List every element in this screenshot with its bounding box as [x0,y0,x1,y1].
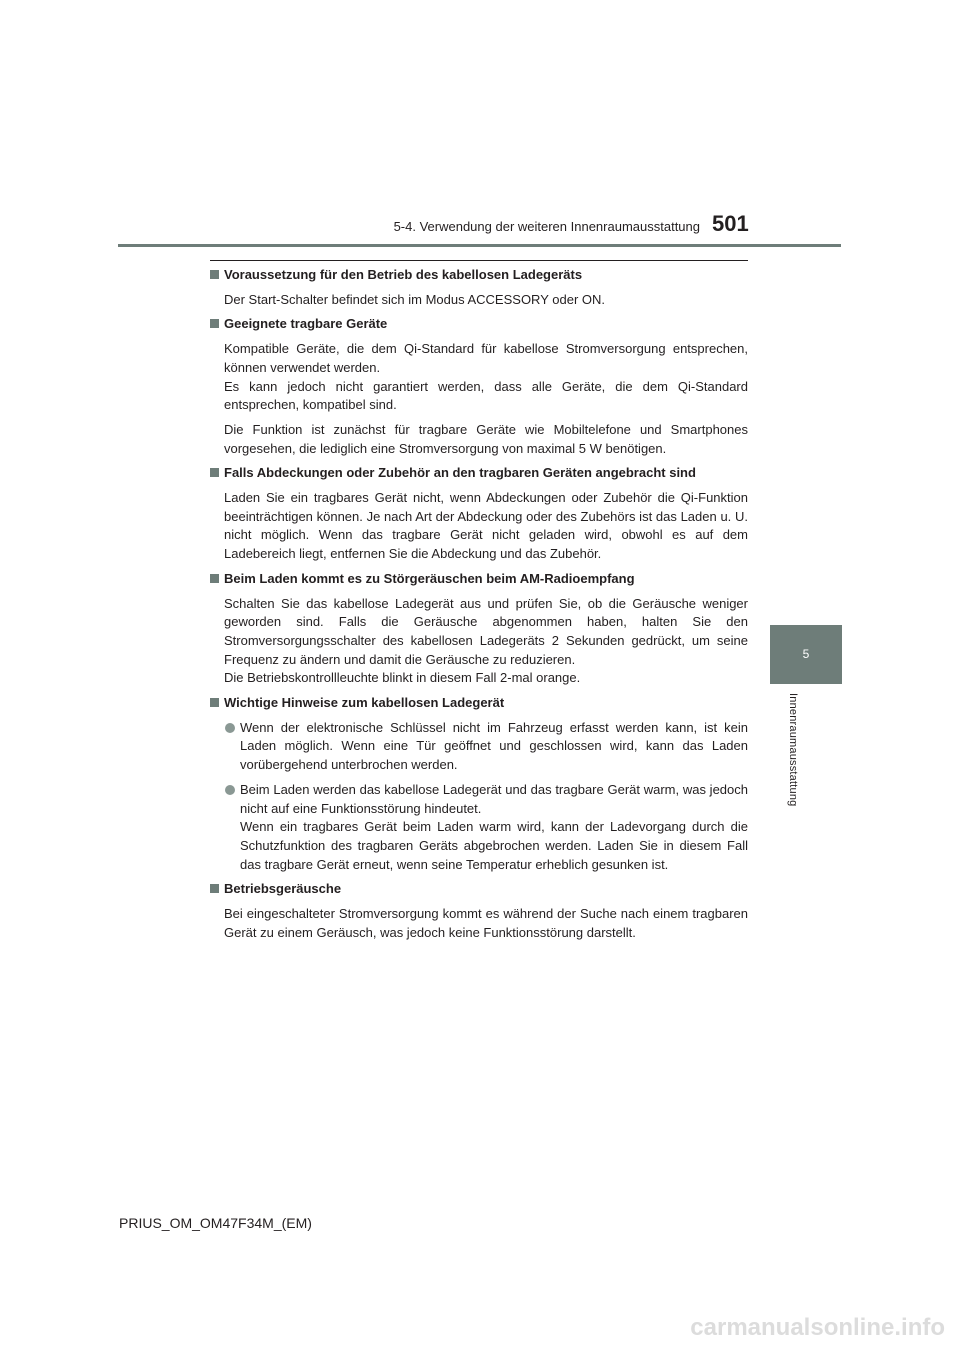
section-title: Falls Abdeckungen oder Zubehör an den tragbaren Geräten angebracht sind [224,465,696,481]
content-rule [210,260,748,261]
section-important-notes [210,694,748,874]
section-title: Geeignete tragbare Geräte [224,316,388,332]
page-number: 501 [712,211,749,236]
chapter-title: Innenraumausstattung [787,693,799,807]
section-title: Wichtige Hinweise zum kabellosen Ladegerät [224,695,505,711]
paragraph: Die Funktion ist zunächst für tragbare Geräte wie Mobiltelefone und Smartphones vorgesehen, die lediglich eine Stromversorgung von maximal 5 W benötigen. [224,421,748,456]
section-title: Voraussetzung für den Betrieb des kabellosen Ladegeräts [224,267,583,282]
chapter-number: 5 [802,647,810,661]
section-compatible-devices [210,315,748,458]
section-covers-accessories [210,464,748,564]
section-title: Beim Laden kommt es zu Störgeräuschen beim AM-Radioempfang [224,570,635,586]
circle-bullet-icon [225,785,235,795]
square-bullet-icon [210,270,219,279]
square-bullet-icon [210,319,219,328]
section-prerequisite [210,266,748,309]
footer-doc-code: PRIUS_OM_OM47F34M_(EM) [119,1215,312,1231]
paragraph: Der Start-Schalter befindet sich im Modus ACCESSORY oder ON. [224,291,606,307]
chapter-tab [770,625,842,684]
paragraph: Laden Sie ein tragbares Gerät nicht, wenn Abdeckungen oder Zubehör die Qi-Funktion beeinträchtigen können. Je nach Art der Abdeckung oder des Zubehörs ist das Laden u. U. nicht möglich. Wenn das tragbare Gerät nicht geladen wird, obwohl es auf dem Ladebereich liegt, entfernen Sie die Abdeckung und das Zubehör. [224,490,748,562]
square-bullet-icon [210,574,219,583]
square-bullet-icon [210,468,219,477]
square-bullet-icon [210,698,219,707]
header-section-title: 5-4. Verwendung der weiteren Innenraumausstattung [393,219,700,234]
section-am-radio-noise [210,570,748,688]
section-operating-noise [210,880,748,942]
main-content [210,266,748,949]
watermark: carmanualsonline.info [690,1314,945,1341]
section-title: Betriebsgeräusche [224,881,342,897]
paragraph: Kompatible Geräte, die dem Qi-Standard für kabellose Stromversorgung entsprechen, können verwendet werden. Es kann jedoch nicht garantiert werden, dass alle Geräte, die dem Qi-Standard entsprechen, kompatibel sind. [224,341,748,413]
circle-bullet-icon [225,723,235,733]
paragraph: Bei eingeschalteter Stromversorgung kommt es während der Suche nach einem tragbaren Gerät zu einem Geräusch, was jedoch keine Funktionsstörung darstellt. [224,906,748,940]
header-rule [118,244,841,247]
paragraph: Schalten Sie das kabellose Ladegerät aus und prüfen Sie, ob die Geräusche weniger geworden sind. Falls die Geräusche abgenommen haben, halten Sie den Stromversorgungsschalter des kabellosen Ladegeräts 2 Sekunden gedrückt, um seine Frequenz zu ändern und damit die Geräusche zu reduzieren. Die Betriebskontrollleuchte blinkt in diesem Fall 2-mal orange. [224,595,748,686]
square-bullet-icon [210,884,219,893]
list-item: Beim Laden werden das kabellose Ladegerät und das tragbare Gerät warm, was jedoch nicht auf eine Funktionsstörung hindeutet. Wenn ein tragbares Gerät beim Laden warm wird, kann der Ladevorgang durch die Schutzfunktion des tragbaren Geräts abgebrochen werden. Laden Sie in diesem Fall das tragbare Gerät erneut, wenn seine Temperatur erheblich gesunken ist. [210,781,748,875]
list-item: Wenn der elektronische Schlüssel nicht im Fahrzeug erfasst werden kann, ist kein Laden möglich. Wenn eine Tür geöffnet und geschlossen wird, kann das Laden vorübergehend unterbrochen werden. [210,719,748,775]
